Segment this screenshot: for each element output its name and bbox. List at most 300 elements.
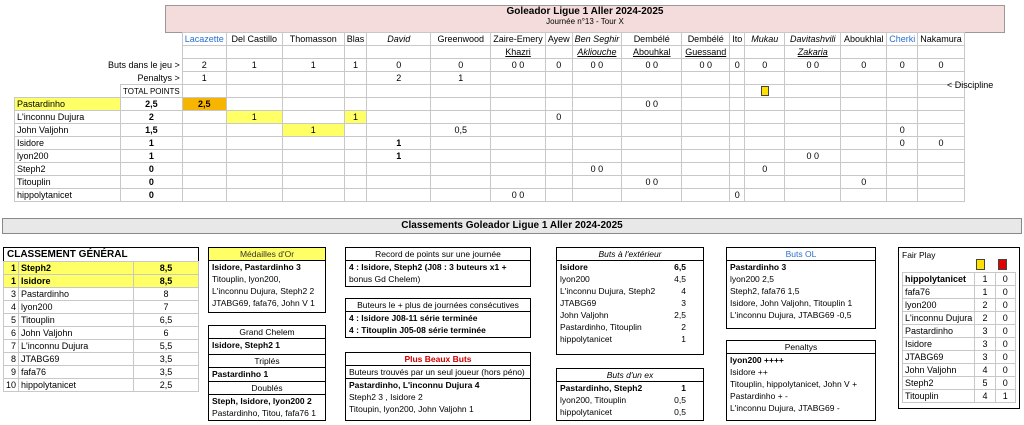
row-cell xyxy=(226,124,282,137)
row-cell xyxy=(367,111,431,124)
stat-row xyxy=(557,261,703,273)
row-cell xyxy=(572,176,622,189)
stat-row xyxy=(557,309,703,321)
row-cell xyxy=(730,176,745,189)
doubles-title: Doublés xyxy=(209,382,325,395)
section-title: Classements Goleador Ligue 1 Aller 2024-2025 xyxy=(2,218,1022,234)
row-cell xyxy=(491,176,546,189)
ranking-value: 8 xyxy=(134,288,199,301)
stat-value: 1 xyxy=(681,334,686,344)
journee-subtitle: Journée n°13 - Tour X xyxy=(546,17,624,26)
stat-name: hippolytanicet xyxy=(560,334,612,344)
row-cell xyxy=(545,124,572,137)
stat-value: 4,5 xyxy=(674,274,686,284)
pen-cell xyxy=(887,72,918,85)
doubles-line: Pastardinho, Titou, fafa76 1 xyxy=(212,408,316,418)
row-cell xyxy=(545,163,572,176)
row-cell xyxy=(887,111,918,124)
player-sub: Khazri xyxy=(491,46,546,59)
main-title: Goleador Ligue 1 Aller 2024-2025 xyxy=(506,6,664,17)
buts-cell: 0 xyxy=(545,59,572,72)
buts-ol-line: lyon200 2,5 xyxy=(730,274,774,284)
doubles-line: Steph, Isidore, lyon200 2 xyxy=(212,396,312,406)
fairplay-row xyxy=(903,273,1016,286)
row-cell xyxy=(367,98,431,111)
beaux-buts-box xyxy=(345,352,531,421)
ranking-row xyxy=(4,314,199,327)
stat-name: hippolytanicet xyxy=(560,407,612,417)
row-cell xyxy=(226,163,282,176)
row-cell xyxy=(918,124,965,137)
row-cell xyxy=(545,98,572,111)
player-header: Blas xyxy=(344,33,367,46)
fairplay-name: Titouplin xyxy=(903,390,975,403)
ranking-row xyxy=(4,262,199,275)
row-cell xyxy=(841,150,887,163)
ranking-rank: 5 xyxy=(4,314,19,327)
stat-name: John Valjohn xyxy=(560,310,609,320)
player-sub: Guessand xyxy=(682,46,730,59)
row-cell: 1 xyxy=(282,124,344,137)
row-cell xyxy=(545,150,572,163)
total-label: TOTAL POINTS xyxy=(121,85,183,98)
beaux-buts-sub: Buteurs trouvés par un seul joueur (hors péno) xyxy=(346,366,530,379)
buts-cell: 0 xyxy=(887,59,918,72)
row-cell xyxy=(682,189,730,202)
stat-name: Isidore xyxy=(560,262,588,272)
buts-ol-box xyxy=(726,247,876,329)
player-sub xyxy=(887,46,918,59)
row-cell xyxy=(745,150,785,163)
pen-cell xyxy=(622,72,682,85)
fairplay-name: lyon200 xyxy=(903,299,975,312)
fairplay-row xyxy=(903,351,1016,364)
row-cell xyxy=(182,189,226,202)
buts-cell: 0 0 xyxy=(491,59,546,72)
row-cell xyxy=(431,163,491,176)
player-header: Del Castillo xyxy=(226,33,282,46)
row-cell xyxy=(226,189,282,202)
row-cell: 0 0 xyxy=(491,189,546,202)
row-points: 1,5 xyxy=(121,124,183,137)
row-cell: 1 xyxy=(344,111,367,124)
row-player: hippolytanicet xyxy=(15,189,121,202)
stat-value: 0,5 xyxy=(674,407,686,417)
player-sub xyxy=(282,46,344,59)
penaltys-title: Penaltys xyxy=(727,341,875,354)
ranking-rank: 8 xyxy=(4,353,19,366)
row-points: 0 xyxy=(121,189,183,202)
row-cell: 2,5 xyxy=(182,98,226,111)
triples-title: Triplés xyxy=(209,355,325,368)
player-header: Mukau xyxy=(745,33,785,46)
stat-name: L'inconnu Dujura, Steph2 xyxy=(560,286,656,296)
stat-value: 2 xyxy=(681,322,686,332)
penaltys-line: Pastardinho + - xyxy=(730,391,788,401)
row-player: lyon200 xyxy=(15,150,121,163)
ranking-row xyxy=(4,340,199,353)
ranking-value: 2,5 xyxy=(134,379,199,392)
row-cell xyxy=(282,163,344,176)
row-cell: 0 xyxy=(918,137,965,150)
penaltys-line: L'inconnu Dujura, JTABG69 - xyxy=(730,403,840,413)
main-title-bar xyxy=(165,5,1005,33)
pen-cell xyxy=(841,72,887,85)
ranking-name: John Valjohn xyxy=(19,327,134,340)
row-cell xyxy=(730,111,745,124)
ranking-name: fafa76 xyxy=(19,366,134,379)
stat-row xyxy=(557,382,703,394)
fair-play-table xyxy=(902,272,1016,403)
ranking-row xyxy=(4,301,199,314)
row-cell xyxy=(622,124,682,137)
ranking-value: 8,5 xyxy=(134,262,199,275)
player-header: Ben Seghir xyxy=(572,33,622,46)
player-sub: Abouhkal xyxy=(622,46,682,59)
row-cell xyxy=(282,137,344,150)
row-cell xyxy=(682,176,730,189)
row-cell xyxy=(182,176,226,189)
player-header: Greenwood xyxy=(431,33,491,46)
player-header: Cherki xyxy=(887,33,918,46)
row-cell: 1 xyxy=(367,137,431,150)
row-cell xyxy=(182,111,226,124)
row-cell xyxy=(887,163,918,176)
row-cell xyxy=(918,98,965,111)
player-header: Ayew xyxy=(545,33,572,46)
row-cell xyxy=(545,137,572,150)
player-sub xyxy=(367,46,431,59)
fairplay-name: Isidore xyxy=(903,338,975,351)
pen-cell: 2 xyxy=(367,72,431,85)
buts-cell: 0 xyxy=(918,59,965,72)
row-cell xyxy=(841,111,887,124)
buts-cell: 0 xyxy=(431,59,491,72)
player-header: Davitashvili xyxy=(785,33,841,46)
buts-cell: 0 xyxy=(730,59,745,72)
player-sub xyxy=(182,46,226,59)
row-cell xyxy=(841,163,887,176)
buts-cell: 0 xyxy=(841,59,887,72)
ranking-name: Isidore xyxy=(19,275,134,288)
row-cell xyxy=(182,163,226,176)
row-cell xyxy=(282,98,344,111)
pen-cell xyxy=(730,72,745,85)
row-cell xyxy=(785,98,841,111)
buts-label: Buts dans le jeu > xyxy=(107,60,180,70)
ranking-value: 3,5 xyxy=(134,366,199,379)
row-cell xyxy=(622,189,682,202)
row-cell xyxy=(918,189,965,202)
ranking-row xyxy=(4,379,199,392)
row-cell xyxy=(682,163,730,176)
row-cell xyxy=(918,176,965,189)
buts-cell: 2 xyxy=(182,59,226,72)
row-cell xyxy=(226,98,282,111)
row-cell: 1 xyxy=(367,150,431,163)
row-cell xyxy=(431,137,491,150)
ex-box xyxy=(556,368,704,421)
row-cell xyxy=(226,150,282,163)
stat-name: lyon200 xyxy=(560,274,590,284)
player-sub: Zakaria xyxy=(785,46,841,59)
beaux-buts-line: Steph2 3 , Isidore 2 xyxy=(349,392,423,402)
ranking-value: 8,5 xyxy=(134,275,199,288)
stat-row xyxy=(557,321,703,333)
row-cell xyxy=(572,111,622,124)
row-cell xyxy=(344,124,367,137)
ranking-value: 6,5 xyxy=(134,314,199,327)
general-table xyxy=(3,261,199,392)
pen-cell: 1 xyxy=(182,72,226,85)
row-points: 1 xyxy=(121,150,183,163)
row-cell xyxy=(785,189,841,202)
stat-row xyxy=(557,333,703,345)
fairplay-red: 1 xyxy=(995,390,1015,403)
general-ranking xyxy=(3,247,199,392)
fairplay-name: JTABG69 xyxy=(903,351,975,364)
row-cell xyxy=(841,98,887,111)
fairplay-row xyxy=(903,364,1016,377)
row-cell xyxy=(887,176,918,189)
row-cell: 0 xyxy=(887,124,918,137)
stat-name: JTABG69 xyxy=(560,298,597,308)
row-cell: 0 0 xyxy=(622,98,682,111)
row-cell xyxy=(682,137,730,150)
player-header: Aboukhlal xyxy=(841,33,887,46)
ranking-name: L'inconnu Dujura xyxy=(19,340,134,353)
fairplay-red: 0 xyxy=(995,286,1015,299)
row-player: John Valjohn xyxy=(15,124,121,137)
row-cell xyxy=(491,137,546,150)
row-cell xyxy=(785,176,841,189)
row-cell xyxy=(367,189,431,202)
consecutive-line: 4 : Isidore J08-11 série terminée xyxy=(349,313,478,323)
fairplay-name: hippolytanicet xyxy=(903,273,975,286)
row-cell xyxy=(572,124,622,137)
buts-ol-line: Steph2, fafa76 1,5 xyxy=(730,286,800,296)
player-header: David xyxy=(367,33,431,46)
row-points: 2,5 xyxy=(121,98,183,111)
grand-chelem-line: Isidore, Steph2 1 xyxy=(212,340,281,350)
row-cell xyxy=(785,163,841,176)
row-player: Titouplin xyxy=(15,176,121,189)
row-cell xyxy=(344,189,367,202)
row-cell xyxy=(182,124,226,137)
fairplay-name: Pastardinho xyxy=(903,325,975,338)
table-row xyxy=(15,137,965,150)
row-cell xyxy=(282,176,344,189)
row-cell xyxy=(182,150,226,163)
fairplay-row xyxy=(903,299,1016,312)
fairplay-row xyxy=(903,377,1016,390)
row-cell xyxy=(887,98,918,111)
ranking-value: 7 xyxy=(134,301,199,314)
row-cell xyxy=(622,111,682,124)
row-cell xyxy=(887,150,918,163)
fairplay-yellow: 1 xyxy=(975,286,995,299)
row-cell xyxy=(545,176,572,189)
row-cell xyxy=(622,137,682,150)
consecutive-box xyxy=(345,298,531,338)
row-points: 2 xyxy=(121,111,183,124)
row-cell xyxy=(572,137,622,150)
player-header: Lacazette xyxy=(182,33,226,46)
buts-cell: 0 0 xyxy=(682,59,730,72)
stat-value: 6,5 xyxy=(674,262,686,272)
stat-value: 0,5 xyxy=(674,395,686,405)
player-sub xyxy=(745,46,785,59)
medailles-line: L'inconnu Dujura, Steph2 2 xyxy=(212,286,315,296)
penaltys-line: Isidore ++ xyxy=(730,367,768,377)
grand-chelem-box xyxy=(208,325,326,355)
beaux-buts-line: Pastardinho, L'inconnu Dujura 4 xyxy=(349,380,480,390)
row-cell: 0 0 xyxy=(785,150,841,163)
player-header: Dembélé xyxy=(682,33,730,46)
table-row xyxy=(15,150,965,163)
fairplay-row xyxy=(903,312,1016,325)
record-box xyxy=(345,247,531,287)
row-cell xyxy=(182,137,226,150)
table-row xyxy=(15,176,965,189)
player-sub xyxy=(344,46,367,59)
pen-cell xyxy=(282,72,344,85)
fairplay-yellow: 2 xyxy=(975,299,995,312)
fairplay-yellow: 4 xyxy=(975,364,995,377)
buts-ol-line: Pastardinho 3 xyxy=(730,262,787,272)
stat-value: 4 xyxy=(681,286,686,296)
fair-play-box xyxy=(898,247,1020,409)
stat-row xyxy=(557,285,703,297)
buts-ol-line: L'inconnu Dujura, JTABG69 -0,5 xyxy=(730,310,852,320)
ranking-rank: 4 xyxy=(4,301,19,314)
pen-cell xyxy=(226,72,282,85)
buts-cell: 0 0 xyxy=(572,59,622,72)
fairplay-red: 0 xyxy=(995,299,1015,312)
row-cell xyxy=(785,137,841,150)
row-cell xyxy=(367,124,431,137)
stat-value: 3 xyxy=(681,298,686,308)
row-cell xyxy=(682,111,730,124)
fairplay-red: 0 xyxy=(995,312,1015,325)
row-points: 1 xyxy=(121,137,183,150)
table-row xyxy=(15,124,965,137)
buts-cell: 0 0 xyxy=(785,59,841,72)
fairplay-row xyxy=(903,286,1016,299)
row-cell xyxy=(745,124,785,137)
row-cell xyxy=(682,98,730,111)
table-row xyxy=(15,111,965,124)
row-cell xyxy=(622,150,682,163)
ranking-name: Titouplin xyxy=(19,314,134,327)
fairplay-yellow: 1 xyxy=(975,273,995,286)
fairplay-red: 0 xyxy=(995,351,1015,364)
row-cell: 0 xyxy=(745,163,785,176)
player-sub xyxy=(730,46,745,59)
row-cell xyxy=(745,176,785,189)
fairplay-yellow: 5 xyxy=(975,377,995,390)
row-cell xyxy=(572,189,622,202)
fairplay-name: Steph2 xyxy=(903,377,975,390)
fairplay-name: L'inconnu Dujura xyxy=(903,312,975,325)
player-header: Thomasson xyxy=(282,33,344,46)
row-cell xyxy=(344,98,367,111)
medailles-title: Médailles d'Or xyxy=(209,248,325,261)
row-cell xyxy=(344,176,367,189)
table-row xyxy=(15,98,965,111)
row-cell xyxy=(282,111,344,124)
medailles-line: Isidore, Pastardinho 3 xyxy=(212,262,301,272)
row-cell xyxy=(431,189,491,202)
ranking-rank: 7 xyxy=(4,340,19,353)
player-header: Nakamura xyxy=(918,33,965,46)
ranking-value: 6 xyxy=(134,327,199,340)
pen-cell xyxy=(572,72,622,85)
player-sub: Akliouche xyxy=(572,46,622,59)
ranking-name: Pastardinho xyxy=(19,288,134,301)
row-cell xyxy=(730,137,745,150)
buts-cell: 1 xyxy=(282,59,344,72)
fairplay-yellow: 4 xyxy=(975,390,995,403)
row-cell: 0,5 xyxy=(431,124,491,137)
penaltys-label: Penaltys > xyxy=(137,72,180,83)
row-cell: 0 0 xyxy=(622,176,682,189)
pen-cell xyxy=(491,72,546,85)
pen-cell xyxy=(545,72,572,85)
fairplay-name: John Valjohn xyxy=(903,364,975,377)
stat-name: Pastardinho, Titouplin xyxy=(560,322,642,332)
row-points: 0 xyxy=(121,163,183,176)
fairplay-yellow: 3 xyxy=(975,338,995,351)
medailles-box xyxy=(208,247,326,313)
fairplay-red: 0 xyxy=(995,377,1015,390)
row-cell xyxy=(745,189,785,202)
exterieur-title: Buts à l'extérieur xyxy=(557,248,703,261)
row-cell xyxy=(367,176,431,189)
row-cell xyxy=(545,189,572,202)
ranking-row xyxy=(4,353,199,366)
row-cell xyxy=(841,124,887,137)
row-cell: 0 0 xyxy=(572,163,622,176)
ranking-rank: 10 xyxy=(4,379,19,392)
fairplay-yellow: 3 xyxy=(975,351,995,364)
record-line: bonus Gd Chelem) xyxy=(349,274,421,284)
row-cell xyxy=(918,163,965,176)
medailles-line: Titouplin, lyon200, xyxy=(212,274,281,284)
row-cell xyxy=(431,176,491,189)
player-sub xyxy=(918,46,965,59)
row-cell xyxy=(572,98,622,111)
fairplay-row xyxy=(903,338,1016,351)
row-cell xyxy=(282,189,344,202)
stat-name: Pastardinho, Steph2 xyxy=(560,383,643,393)
ranking-value: 3,5 xyxy=(134,353,199,366)
fairplay-red: 0 xyxy=(995,273,1015,286)
triples-line: Pastardinho 1 xyxy=(212,369,269,379)
row-cell xyxy=(730,124,745,137)
fairplay-name: fafa76 xyxy=(903,286,975,299)
exterieur-box xyxy=(556,247,704,355)
row-cell xyxy=(367,163,431,176)
pen-cell xyxy=(682,72,730,85)
row-cell xyxy=(344,150,367,163)
stat-value: 1 xyxy=(681,383,686,393)
row-cell xyxy=(431,111,491,124)
player-sub xyxy=(226,46,282,59)
row-cell xyxy=(887,189,918,202)
row-cell xyxy=(491,98,546,111)
buts-cell: 0 0 xyxy=(622,59,682,72)
